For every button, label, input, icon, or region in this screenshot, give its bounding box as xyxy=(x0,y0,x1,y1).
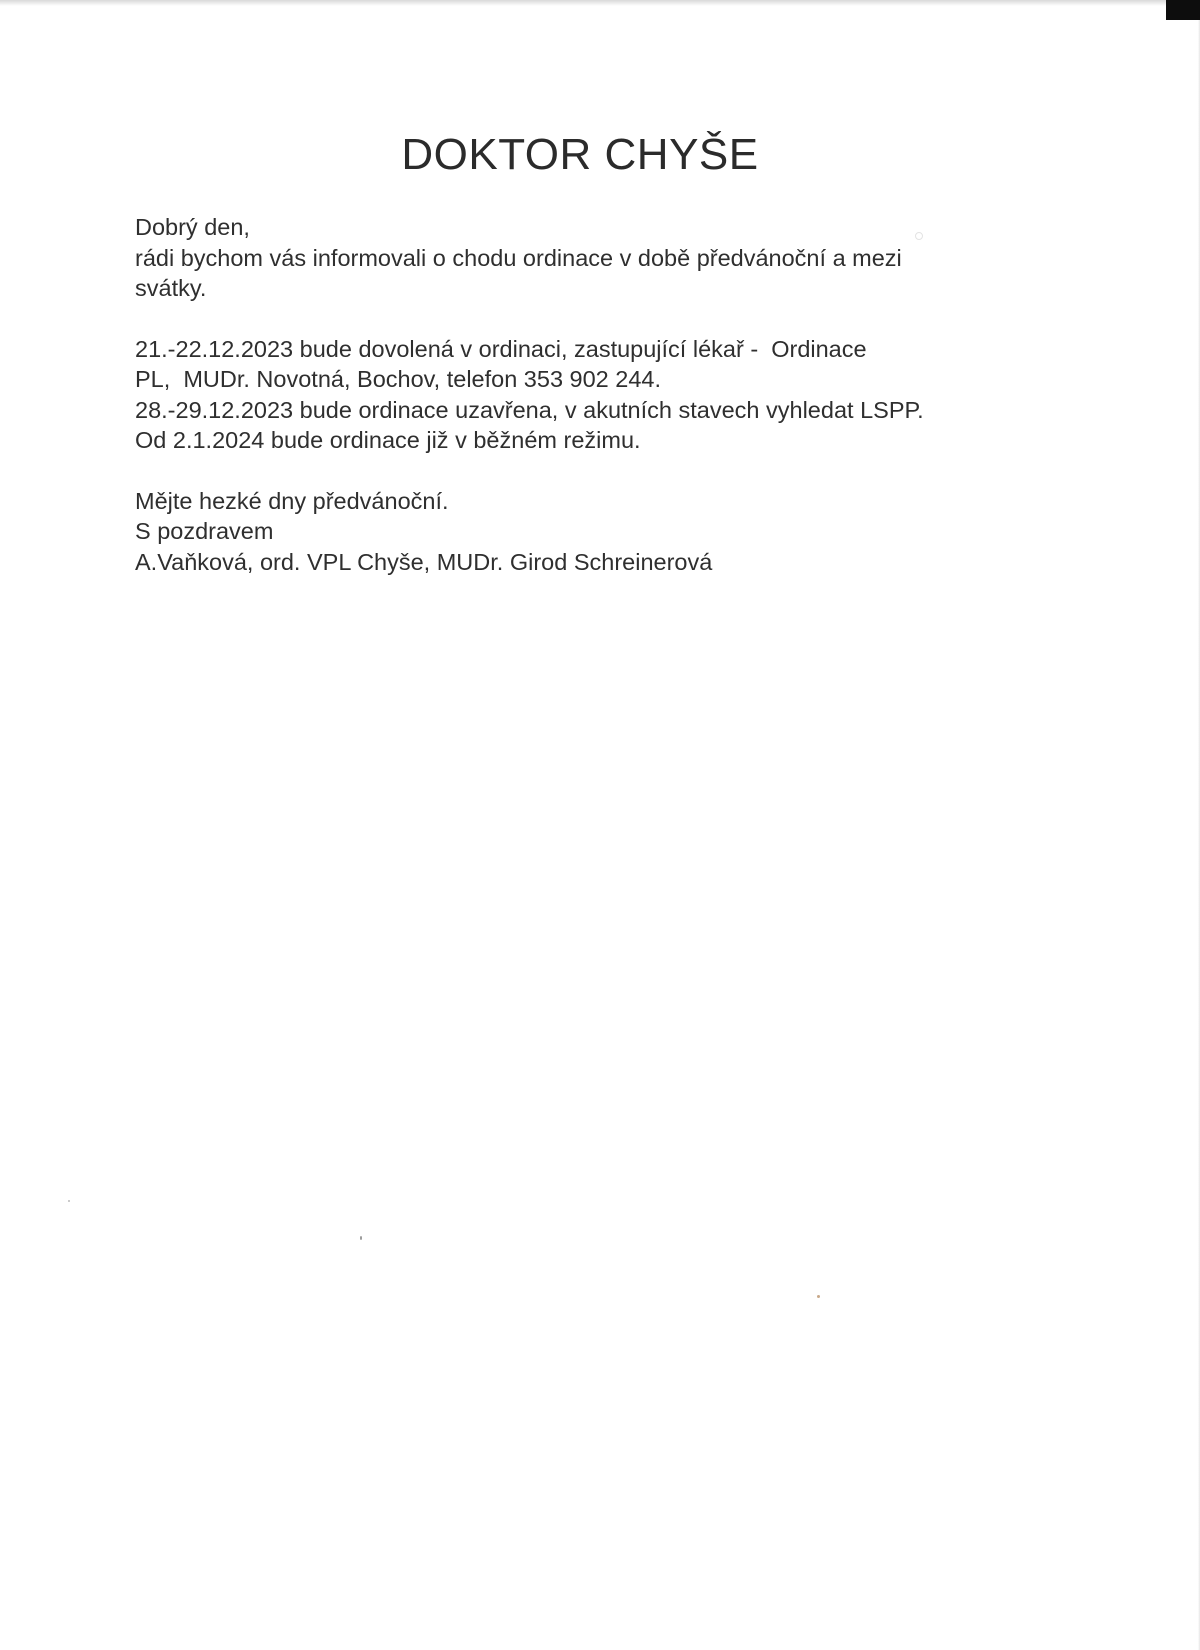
page-title: DOKTOR CHYŠE xyxy=(401,130,759,179)
scan-corner-mark xyxy=(1166,0,1200,20)
schedule-line: 28.-29.12.2023 bude ordinace uzavřena, v akutních stavech vyhledat LSPP. xyxy=(135,396,924,423)
closing-line: Mějte hezké dny předvánoční. xyxy=(135,487,449,514)
scan-speck xyxy=(817,1295,820,1298)
paragraph-gap xyxy=(135,456,1135,486)
letter-body xyxy=(135,212,1135,577)
intro-line: svátky. xyxy=(135,275,207,301)
schedule-line: PL, MUDr. Novotná, Bochov, telefon 353 902 244. xyxy=(135,366,662,392)
greeting-line: Dobrý den, xyxy=(135,214,250,240)
schedule-line: Od 2.1.2024 bude ordinace již v běžném režimu. xyxy=(135,427,641,453)
scan-speck xyxy=(68,1200,70,1202)
schedule-line: 21.-22.12.2023 bude dovolená v ordinaci, zastupující lékař - Ordinace xyxy=(135,335,867,362)
scan-top-edge xyxy=(0,0,1166,6)
signature-line: A.Vaňková, ord. VPL Chyše, MUDr. Girod Schreinerová xyxy=(135,548,713,575)
intro-line: rádi bychom vás informovali o chodu ordinace v době předvánoční a mezi xyxy=(135,244,902,271)
scan-speck xyxy=(360,1236,362,1240)
closing-line: S pozdravem xyxy=(135,518,274,544)
paragraph-gap xyxy=(135,304,1135,334)
